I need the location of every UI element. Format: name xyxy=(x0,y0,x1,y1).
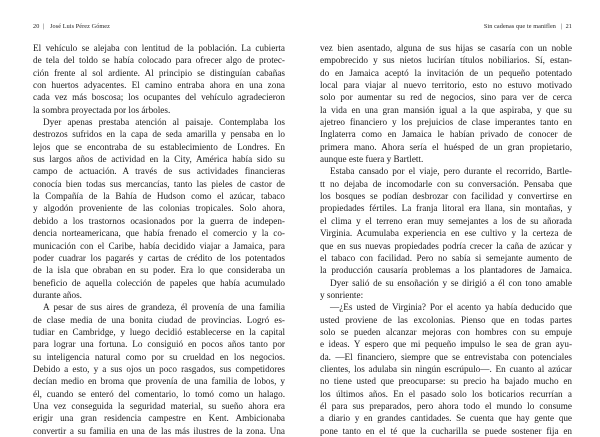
text-line: la producción causaría problemas a los plantadores de Jamaica. xyxy=(320,265,572,276)
right-running-head: Sin cadenas que te maniflen xyxy=(483,23,556,30)
text-line: aunque este fuera y Bartlett. xyxy=(320,154,424,165)
text-line: Inglaterra como en Jamaica le habían privado de conocer de xyxy=(320,129,572,140)
text-line: solo por aumentar su red de negocios, sino para ver de cerca xyxy=(320,92,572,103)
text-line: tudiar en Cambridge, y luego decidió establecerse en la capital xyxy=(33,326,285,337)
text-line: Dyer apenas prestaba atención al paisaje. Contemplaba los xyxy=(43,117,285,128)
text-line: decían medio en broma que provenía de una familia de lobos, y xyxy=(33,376,285,387)
text-line: la sombra proyectada por los árboles. xyxy=(33,104,171,115)
text-line: y sonriente: xyxy=(320,289,364,300)
text-line: usted proviene de las excolonias. Pienso que en todas partes xyxy=(320,314,572,325)
text-line: campo de actuación. A través de sus actividades financieras xyxy=(33,166,285,177)
text-line: su inteligencia natural como por su crueldad en los negocios. xyxy=(33,351,285,362)
text-line: el clima y el terreno eran muy semejantes a los de su añorada xyxy=(320,215,572,226)
text-line: debido a los trastornos ocasionados por la guerra de indepen- xyxy=(33,215,285,226)
text-line: Dyer salió de su ensoñación y se dirigió a él con tono amable xyxy=(330,277,572,288)
left-page xyxy=(33,0,285,436)
text-line: clientes, los adulaba sin ningún escrúpulo—. En cuanto al azúcar xyxy=(320,363,572,374)
text-line: los bosques se podían desbrozar con facilidad y convertirse en xyxy=(320,191,572,202)
text-line: convertir a su familia en una de las más ilustres de la zona. Una xyxy=(33,425,285,436)
text-line: que en sus nuevas propiedades podría crecer la caña de azúcar y xyxy=(320,240,572,251)
text-line: poder cuadrar los pagarés y cartas de crédito de los potentados xyxy=(33,252,285,263)
text-line: la vida en una gran mansión igual a la que aspiraba, y que su xyxy=(320,104,572,115)
text-line: él para sus preparados, pero ahora todo el mundo lo consume xyxy=(320,400,572,411)
text-line: de tela del toldo se había colocado para ofrecer algo de protec- xyxy=(33,55,285,66)
text-line: el tabaco con facilidad. Pero no sabía si semejante aumento de xyxy=(320,252,572,263)
text-line: propiedades fértiles. La franja litoral era llana, sin montañas, y xyxy=(320,203,572,214)
text-line: solo se pueden alcanzar mejoras con hombres con su empuje xyxy=(320,326,572,337)
text-line: —¿Es usted de Virginia? Por el acento ya había deducido que xyxy=(330,302,572,313)
text-line: e ideas. Y espero que mi pequeño impulso le sea de gran ayu- xyxy=(320,339,572,350)
text-line: vez bien asentado, alguna de sus hijas se casaría con un noble xyxy=(320,43,572,53)
text-line: Una vez conseguida la seguridad material, su sueño ahora era xyxy=(33,400,285,411)
text-line: beneficio de aquella colección de papeles que había acumulado xyxy=(33,277,285,288)
text-line: tt no dejaba de incomodarle con su conversación. Pensaba que xyxy=(320,178,572,189)
text-line: Estaba cansado por el viaje, pero durante el recorrido, Bartle- xyxy=(330,166,572,177)
text-line: la Compañía de la Bahía de Hudson como el azúcar, tabaco xyxy=(33,191,285,202)
text-line: cada vez más boscosa; los ocupantes del vehículo agradecieron xyxy=(33,92,285,103)
text-line: do en Jamaica aceptó la invitación de un pequeño potentado xyxy=(320,67,572,78)
right-header-separator: | xyxy=(560,23,562,30)
left-page-number: 20 xyxy=(33,23,40,30)
text-line: conocía bien todas sus mercancías, tanto las pieles de castor de xyxy=(33,178,285,189)
text-line: durante años. xyxy=(33,289,82,300)
text-line: A pesar de sus aires de grandeza, él provenía de una familia xyxy=(43,302,285,313)
text-line: los últimos años. En el pasado solo los boticarios recurrían a xyxy=(320,388,572,399)
text-line: para lograr una fortuna. Lo consiguió en pocos años tanto por xyxy=(33,339,285,350)
left-page-body xyxy=(33,42,285,437)
text-line: El vehículo se alejaba con lentitud de la población. La cubierta xyxy=(33,43,285,53)
text-line: local para viajar al nuevo territorio, esto no estuvo motivado xyxy=(320,80,572,91)
text-line: empobrecido y sus nietos lucirían títulos nobiliarios. Sí, estan- xyxy=(320,55,572,66)
text-line: Debido a esto, y a sus ojos un poco rasgados, sus competidores xyxy=(33,363,285,374)
text-line: de la isla que obraban en su poder. Era lo que consideraba un xyxy=(33,265,285,276)
text-line: erigir una gran residencia campestre en Kent. Ambicionaba xyxy=(33,413,285,424)
text-line: sus largos años de actividad en la City, América había sido su xyxy=(33,154,285,165)
text-line: primera mano. Ahora sería el huésped de un gran propietario, xyxy=(320,141,572,152)
right-page-number: 21 xyxy=(565,23,572,30)
text-line: municación con el Caribe, había decidido viajar a Jamaica, para xyxy=(33,240,285,251)
text-line: a diario y en grandes cantidades. Se cuenta que hay gente que xyxy=(320,413,572,424)
text-line: destrozos sufridos en la capa de seda amarilla y pensaba en lo xyxy=(33,129,285,140)
text-line: pone tanto en el té que la cucharilla se puede sostener fija en xyxy=(320,425,572,436)
text-line: lejos que se encontraba de su establecimiento de Londres. En xyxy=(33,141,285,152)
right-page-body xyxy=(320,42,572,437)
text-line: ción frente al sol ardiente. Al principio se distinguían cabañas xyxy=(33,67,285,78)
text-line: dencia norteamericana, que había frenado el comercio y la co- xyxy=(33,228,285,239)
text-line: da. —El financiero, siempre que se entrevistaba con potenciales xyxy=(320,351,572,362)
left-running-head: José Luis Pérez Gómez xyxy=(50,23,111,30)
text-line: él, cuando se enteró del comentario, lo tomó como un halago. xyxy=(33,388,285,399)
text-line: ajetreo financiero y los prejuicios de clase imperantes tanto en xyxy=(320,117,572,128)
text-line: de clase media de una bonita ciudad de provincias. Logró es- xyxy=(33,314,285,325)
text-line: no tiene usted que preocuparse: su precio ha bajado mucho en xyxy=(320,376,572,387)
right-page xyxy=(320,0,572,436)
left-header-separator: | xyxy=(43,23,45,30)
text-line: y algodón proveniente de las colonias tropicales. Solo ahora, xyxy=(33,203,285,214)
text-line: con huertos adyacentes. El camino entraba ahora en una zona xyxy=(33,80,285,91)
text-line: Virginia. Acumulaba experiencia en ese cultivo y la certeza de xyxy=(320,228,572,239)
right-page-header xyxy=(320,23,572,33)
left-page-header xyxy=(33,23,285,33)
